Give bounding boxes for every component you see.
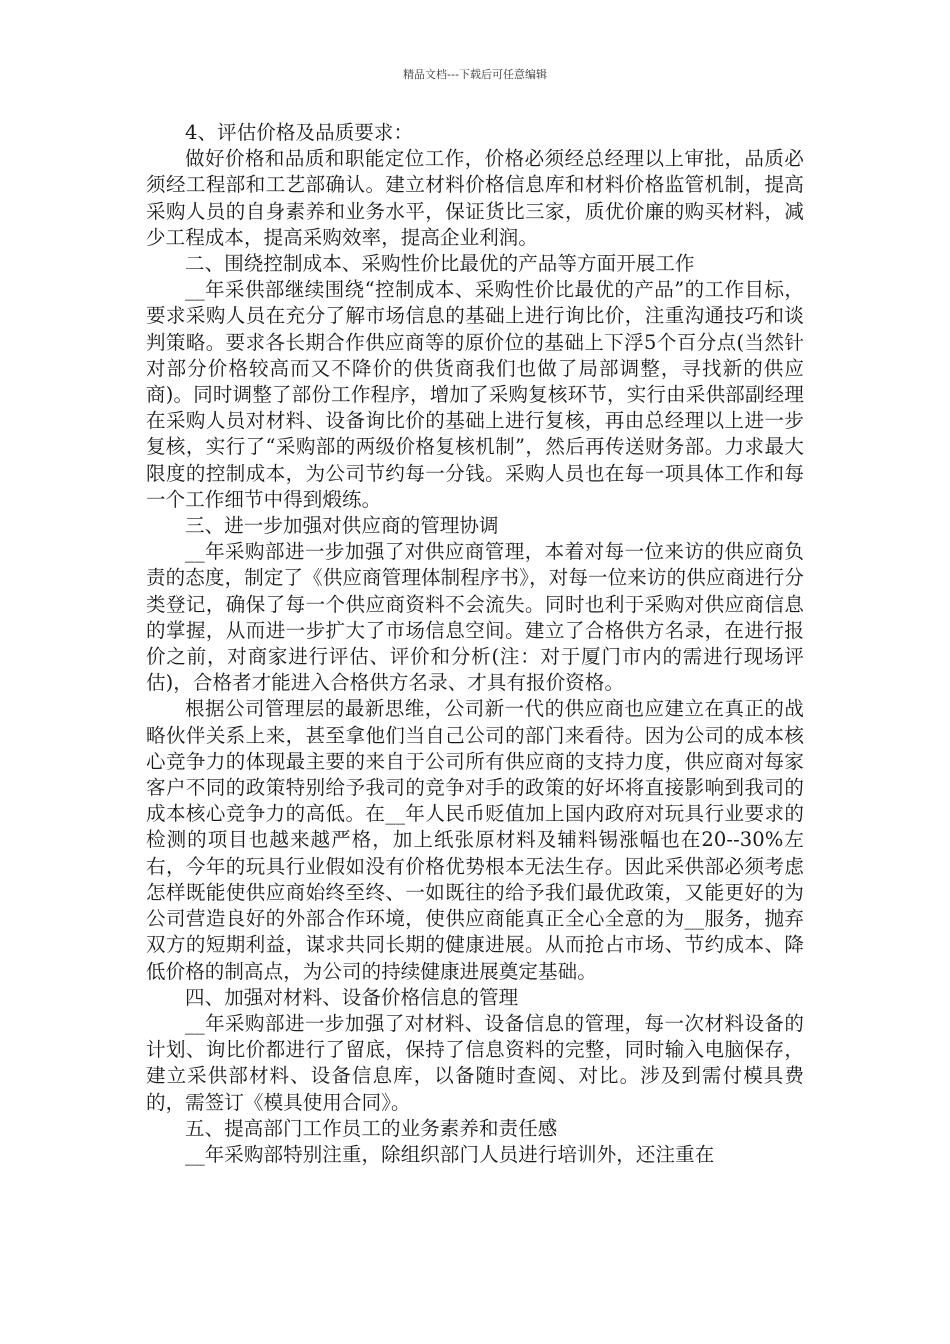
- section-heading-4-info: 四、加强对材料、设备价格信息的管理: [185, 985, 519, 1009]
- paragraph-strategic-partnership: 根据公司管理层的最新思维，公司新一代的供应商也应建立在真正的战略伙伴关系上来，甚至拿他们当自己公司的部门来看待。因为公司的成本核心竞争力的体现最主要的来自于公司所有供应商的支持力度，供应商对每家客户不同的政策特别给予我司的竞争对手的政策的好坏将直接影响到我司的成本核心竞争力的高低。在__年人民币贬值加上国内政府对玩具行业要求的检测的项目也越来越严格，加上纸张原材料及辅料锡涨幅也在20--30%左右，今年的玩具行业假如没有价格优势根本无法生存。因此采供部必须考虑怎样既能使供应商始终至终、一如既往的给予我们最优政策，又能更好的为公司营造良好的外部合作环境，使供应商能真正全心全意的为__服务，抛弃双方的短期利益，谋求共同长期的健康进展。从而抢占市场、节约成本、降低价格的制高点，为公司的持续健康进展奠定基础。: [146, 697, 804, 983]
- paragraph-supplier-management: __年采购部进一步加强了对供应商管理，本着对每一位来访的供应商负责的态度，制定了《供应商管理体制程序书》，对每一位来访的供应商进行分类登记，确保了每一个供应商资料不会流失。同时也利于采购对供应商信息的掌握，从而进一步扩大了市场信息空间。建立了合格供方名录，在进行报价之前，对商家进行评估、评价和分析(注：对于厦门市内的需进行现场评估)，合格者才能进入合格供方名录、才具有报价资格。: [146, 540, 804, 695]
- paragraph-price-quality: 做好价格和品质和职能定位工作，价格必须经总经理以上审批，品质必须经工程部和工艺部确认。建立材料价格信息库和材料价格监管机制，提高采购人员的自身素养和业务水平，保证货比三家，质优价廉的购买材料，减少工程成本，提高采购效率，提高企业利润。: [146, 147, 804, 249]
- paragraph-cost-control: __年采供部继续围绕“控制成本、采购性价比最优的产品”的工作目标，要求采购人员在充分了解市场信息的基础上进行询比价，注重沟通技巧和谈判策略。要求各长期合作供应商等的原价位的基础上下浮5个百分点(当然针对部分价格较高而又不降价的供货商我们也做了局部调整，寻找新的供应商)。同时调整了部份工作程序，增加了采购复核环节，实行由采供部副经理在采购人员对材料、设备询比价的基础上进行复核，再由总经理以上进一步复核，实行了“采购部的两级价格复核机制”，然后再传送财务部。力求最大限度的控制成本，为公司节约每一分钱。采购人员也在每一项具体工作和每一个工作细节中得到煅练。: [146, 278, 804, 511]
- section-heading-3: 三、进一步加强对供应商的管理协调: [185, 514, 499, 538]
- section-heading-4: 4、评估价格及品质要求：: [185, 121, 414, 144]
- document-body: [146, 120, 804, 1168]
- page-header: 精品文档---下载后可任意编辑: [403, 68, 547, 81]
- paragraph-staff-training: __年采购部特别注重，除组织部门人员进行培训外，还注重在: [185, 1142, 715, 1166]
- paragraph-info-management: __年采购部进一步加强了对材料、设备信息的管理，每一次材料设备的计划、询比价都进行了留底，保持了信息资料的完整，同时输入电脑保存，建立采供部材料、设备信息库，以备随时查阅、对比。涉及到需付模具费的，需签订《模具使用合同》。: [146, 1011, 804, 1114]
- section-heading-2: 二、围绕控制成本、采购性价比最优的产品等方面开展工作: [185, 252, 695, 276]
- section-heading-5: 五、提高部门工作员工的业务素养和责任感: [185, 1116, 558, 1140]
